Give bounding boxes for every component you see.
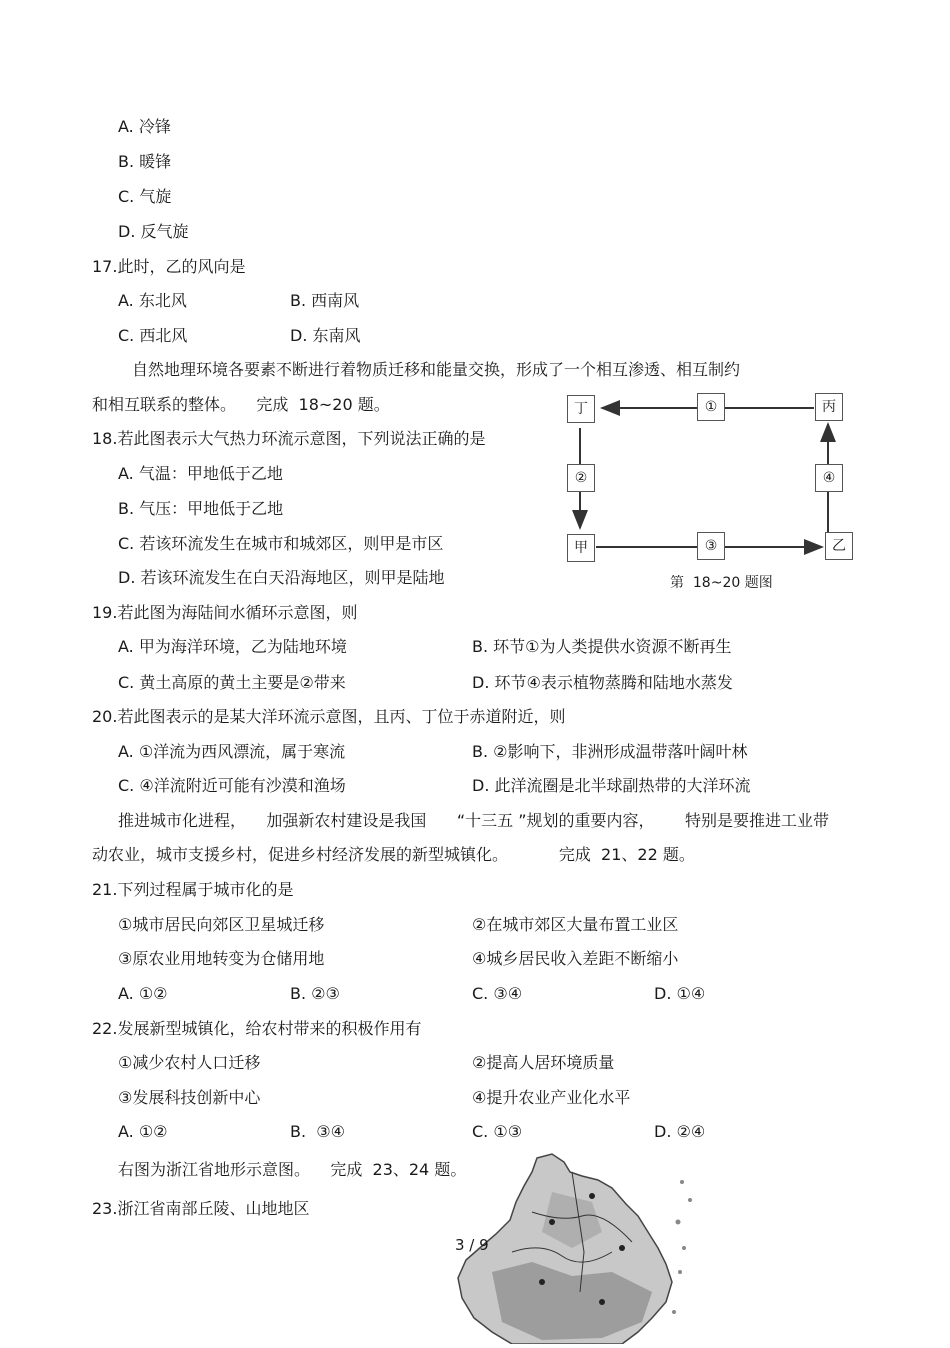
node-ding: 丁 — [567, 395, 595, 423]
q16-option-d: D. 反气旋 — [118, 222, 189, 241]
q16-option-b: B. 暖锋 — [118, 152, 172, 171]
q18-stem: 18.若此图表示大气热力环流示意图，下列说法正确的是 — [92, 429, 486, 448]
label-4: ④ — [815, 464, 843, 492]
q16-option-c: C. 气旋 — [118, 187, 172, 206]
q22-statement-3: ③发展科技创新中心 — [118, 1088, 261, 1107]
q20-option-a: A. ①洋流为西风漂流，属于寒流 — [118, 742, 346, 761]
q18-option-d: D. 若该环流发生在白天沿海地区，则甲是陆地 — [118, 568, 445, 587]
q21-option-c: C. ③④ — [472, 984, 523, 1003]
q21-statement-4: ④城乡居民收入差距不断缩小 — [472, 949, 679, 968]
q20-stem: 20.若此图表示的是某大洋环流示意图，且丙、丁位于赤道附近，则 — [92, 707, 566, 726]
diagram-caption: 第 18~20 题图 — [670, 575, 773, 591]
q21-statement-3: ③原农业用地转变为仓储用地 — [118, 949, 325, 968]
q17-option-c: C. 西北风 — [118, 326, 188, 345]
q17-option-a: A. 东北风 — [118, 291, 187, 310]
label-2: ② — [567, 464, 595, 492]
intro-23-24: 右图为浙江省地形示意图。 完成 23、24 题。 — [118, 1160, 467, 1179]
label-3: ③ — [697, 532, 725, 560]
intro-21-22-line1: 推进城市化进程， 加强新农村建设是我国 “十三五 ”规划的重要内容， 特别是要推进工业带 — [118, 811, 830, 830]
q20-option-b: B. ②影响下，非洲形成温带落叶阔叶林 — [472, 742, 748, 761]
node-jia: 甲 — [567, 534, 595, 562]
q18-option-b: B. 气压：甲地低于乙地 — [118, 499, 284, 518]
terrain-map-graphic — [452, 1152, 702, 1344]
intro-18-20-line2: 和相互联系的整体。 完成 18~20 题。 — [92, 395, 390, 414]
q22-option-d: D. ②④ — [654, 1122, 706, 1141]
q22-option-c: C. ①③ — [472, 1122, 523, 1141]
q20-option-d: D. 此洋流圈是北半球副热带的大洋环流 — [472, 776, 751, 795]
q21-stem: 21.下列过程属于城市化的是 — [92, 880, 294, 899]
q17-option-b: B. 西南风 — [290, 291, 360, 310]
q18-option-c: C. 若该环流发生在城市和城郊区，则甲是市区 — [118, 534, 444, 553]
zhejiang-terrain-map — [452, 1152, 702, 1344]
q17-stem: 17.此时，乙的风向是 — [92, 257, 246, 276]
q16-option-a: A. 冷锋 — [118, 117, 171, 136]
q19-option-c: C. 黄土高原的黄土主要是②带来 — [118, 673, 346, 692]
q22-statement-4: ④提升农业产业化水平 — [472, 1088, 631, 1107]
intro-21-22-line2: 动农业，城市支援乡村，促进乡村经济发展的新型城镇化。 完成 21、22 题。 — [92, 845, 695, 864]
node-yi: 乙 — [825, 532, 853, 560]
q23-stem: 23.浙江省南部丘陵、山地地区 — [92, 1199, 310, 1218]
q21-statement-1: ①城市居民向郊区卫星城迁移 — [118, 915, 325, 934]
q21-option-b: B. ②③ — [290, 984, 340, 1003]
q21-option-a: A. ①② — [118, 984, 168, 1003]
q19-stem: 19.若此图为海陆间水循环示意图，则 — [92, 603, 358, 622]
q22-option-b: B. ③④ — [290, 1122, 345, 1141]
q19-option-a: A. 甲为海洋环境，乙为陆地环境 — [118, 637, 347, 656]
q19-option-d: D. 环节④表示植物蒸腾和陆地水蒸发 — [472, 673, 733, 692]
q22-stem: 22.发展新型城镇化，给农村带来的积极作用有 — [92, 1019, 422, 1038]
q21-option-d: D. ①④ — [654, 984, 706, 1003]
q21-statement-2: ②在城市郊区大量布置工业区 — [472, 915, 679, 934]
node-bing: 丙 — [815, 393, 843, 421]
q18-option-a: A. 气温：甲地低于乙地 — [118, 464, 283, 483]
intro-18-20-line1: 自然地理环境各要素不断进行着物质迁移和能量交换，形成了一个相互渗透、相互制约 — [132, 360, 741, 379]
page-number: 3 / 9 — [455, 1236, 489, 1254]
q22-statement-2: ②提高人居环境质量 — [472, 1053, 615, 1072]
circulation-diagram — [560, 392, 860, 602]
q19-option-b: B. 环节①为人类提供水资源不断再生 — [472, 637, 732, 656]
diagram-arrows — [560, 392, 860, 602]
label-1: ① — [697, 393, 725, 421]
q17-option-d: D. 东南风 — [290, 326, 361, 345]
q22-option-a: A. ①② — [118, 1122, 168, 1141]
q22-statement-1: ①减少农村人口迁移 — [118, 1053, 261, 1072]
q20-option-c: C. ④洋流附近可能有沙漠和渔场 — [118, 776, 346, 795]
